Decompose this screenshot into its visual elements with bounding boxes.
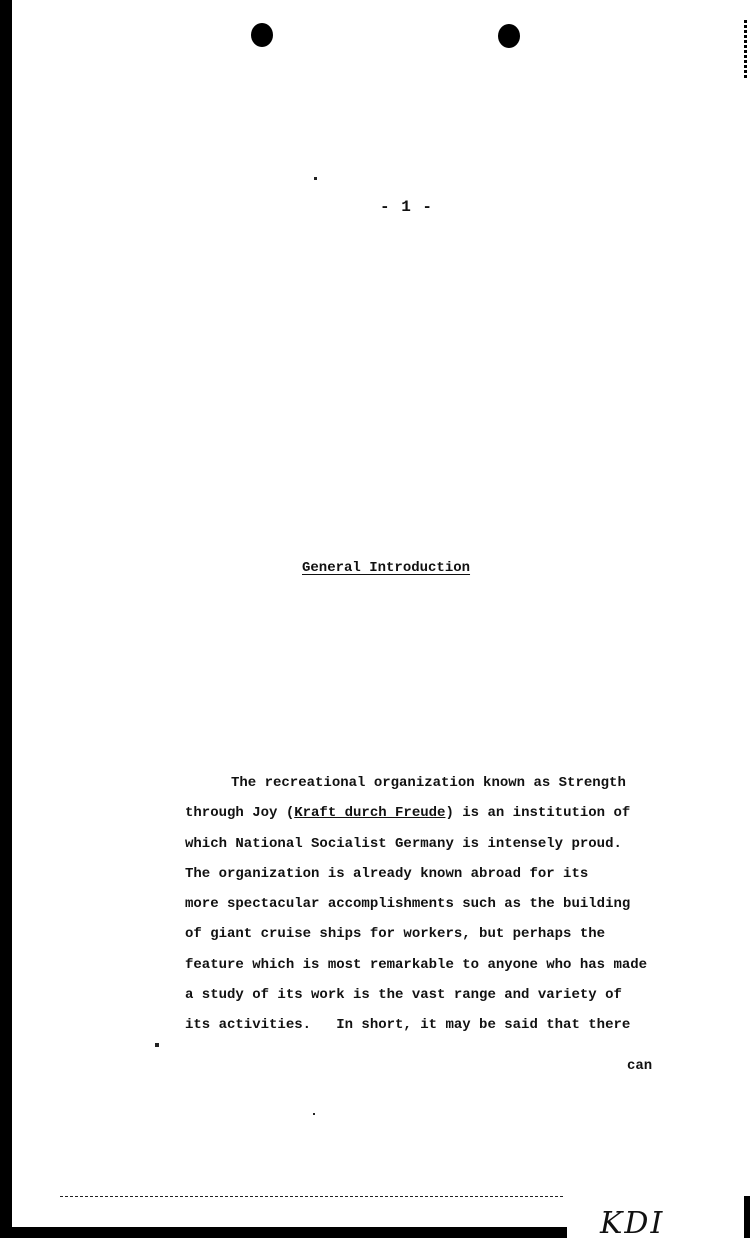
punch-hole-left <box>251 23 273 47</box>
body-line: which National Socialist Germany is intensely proud. <box>185 835 622 852</box>
scan-edge-right-bottom <box>744 1196 750 1238</box>
catchword: can <box>627 1058 653 1074</box>
body-line: of giant cruise ships for workers, but perhaps the <box>185 926 606 943</box>
scan-speck <box>155 1043 159 1047</box>
body-line: its activities. In short, it may be said that there <box>185 1017 631 1034</box>
scan-edge-bottom <box>0 1227 567 1238</box>
scan-speck <box>313 1113 315 1115</box>
body-line: The recreational organization known as Strength <box>231 775 626 791</box>
german-term: Kraft durch Freude <box>294 805 446 822</box>
body-line: a study of its work is the vast range and variety of <box>185 987 622 1004</box>
scan-edge-left <box>0 0 12 1238</box>
page-number: - 1 - <box>380 198 434 216</box>
scan-edge-right <box>744 20 747 78</box>
footer-rule <box>60 1196 563 1197</box>
handwritten-annotation: KDI <box>600 1206 665 1241</box>
scan-speck <box>314 177 317 180</box>
body-paragraph <box>185 768 685 1041</box>
punch-hole-right <box>498 24 520 48</box>
body-line: feature which is most remarkable to anyone who has made <box>185 956 648 973</box>
body-line: through Joy (Kraft durch Freude) is an institution of <box>185 805 631 822</box>
body-line: more spectacular accomplishments such as the building <box>185 896 631 913</box>
body-line: The organization is already known abroad for its <box>185 865 589 882</box>
section-title: General Introduction <box>302 560 471 576</box>
